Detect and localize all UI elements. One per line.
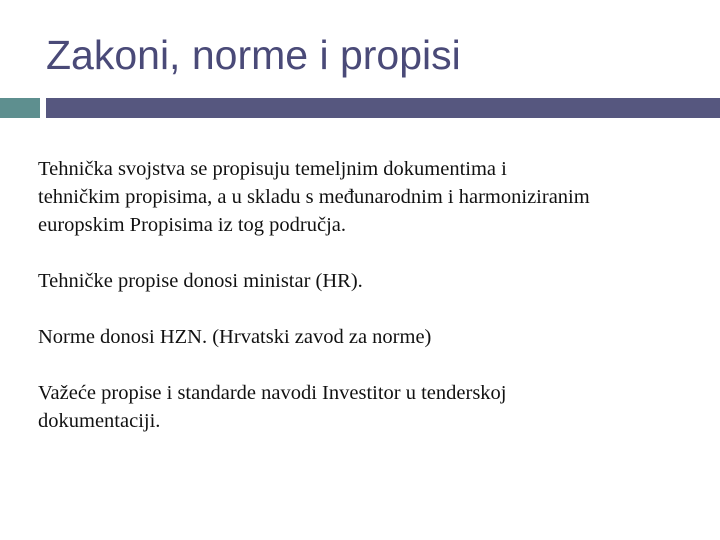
slide-body <box>38 155 698 463</box>
paragraph-investor-tender <box>38 379 698 435</box>
title-accent-bar <box>0 98 40 118</box>
paragraph-line: Važeće propise i standarde navodi Investitor u tenderskoj <box>38 382 507 404</box>
paragraph-line: europskim Propisima iz tog područja. <box>38 214 347 236</box>
title-underline-bar <box>46 98 720 118</box>
slide-title: Zakoni, norme i propisi <box>46 32 461 78</box>
paragraph-standards-hzn <box>38 323 698 351</box>
paragraph-line: dokumentaciji. <box>38 410 161 432</box>
paragraph-regulations-minister <box>38 267 698 295</box>
paragraph-line: Tehničke propise donosi ministar (HR). <box>38 270 363 292</box>
paragraph-line: tehničkim propisima, a u skladu s međunarodnim i harmoniziranim <box>38 186 590 208</box>
paragraph-line: Tehnička svojstva se propisuju temeljnim dokumentima i <box>38 158 507 180</box>
paragraph-technical-properties <box>38 155 698 239</box>
paragraph-line: Norme donosi HZN. (Hrvatski zavod za norme) <box>38 326 432 348</box>
